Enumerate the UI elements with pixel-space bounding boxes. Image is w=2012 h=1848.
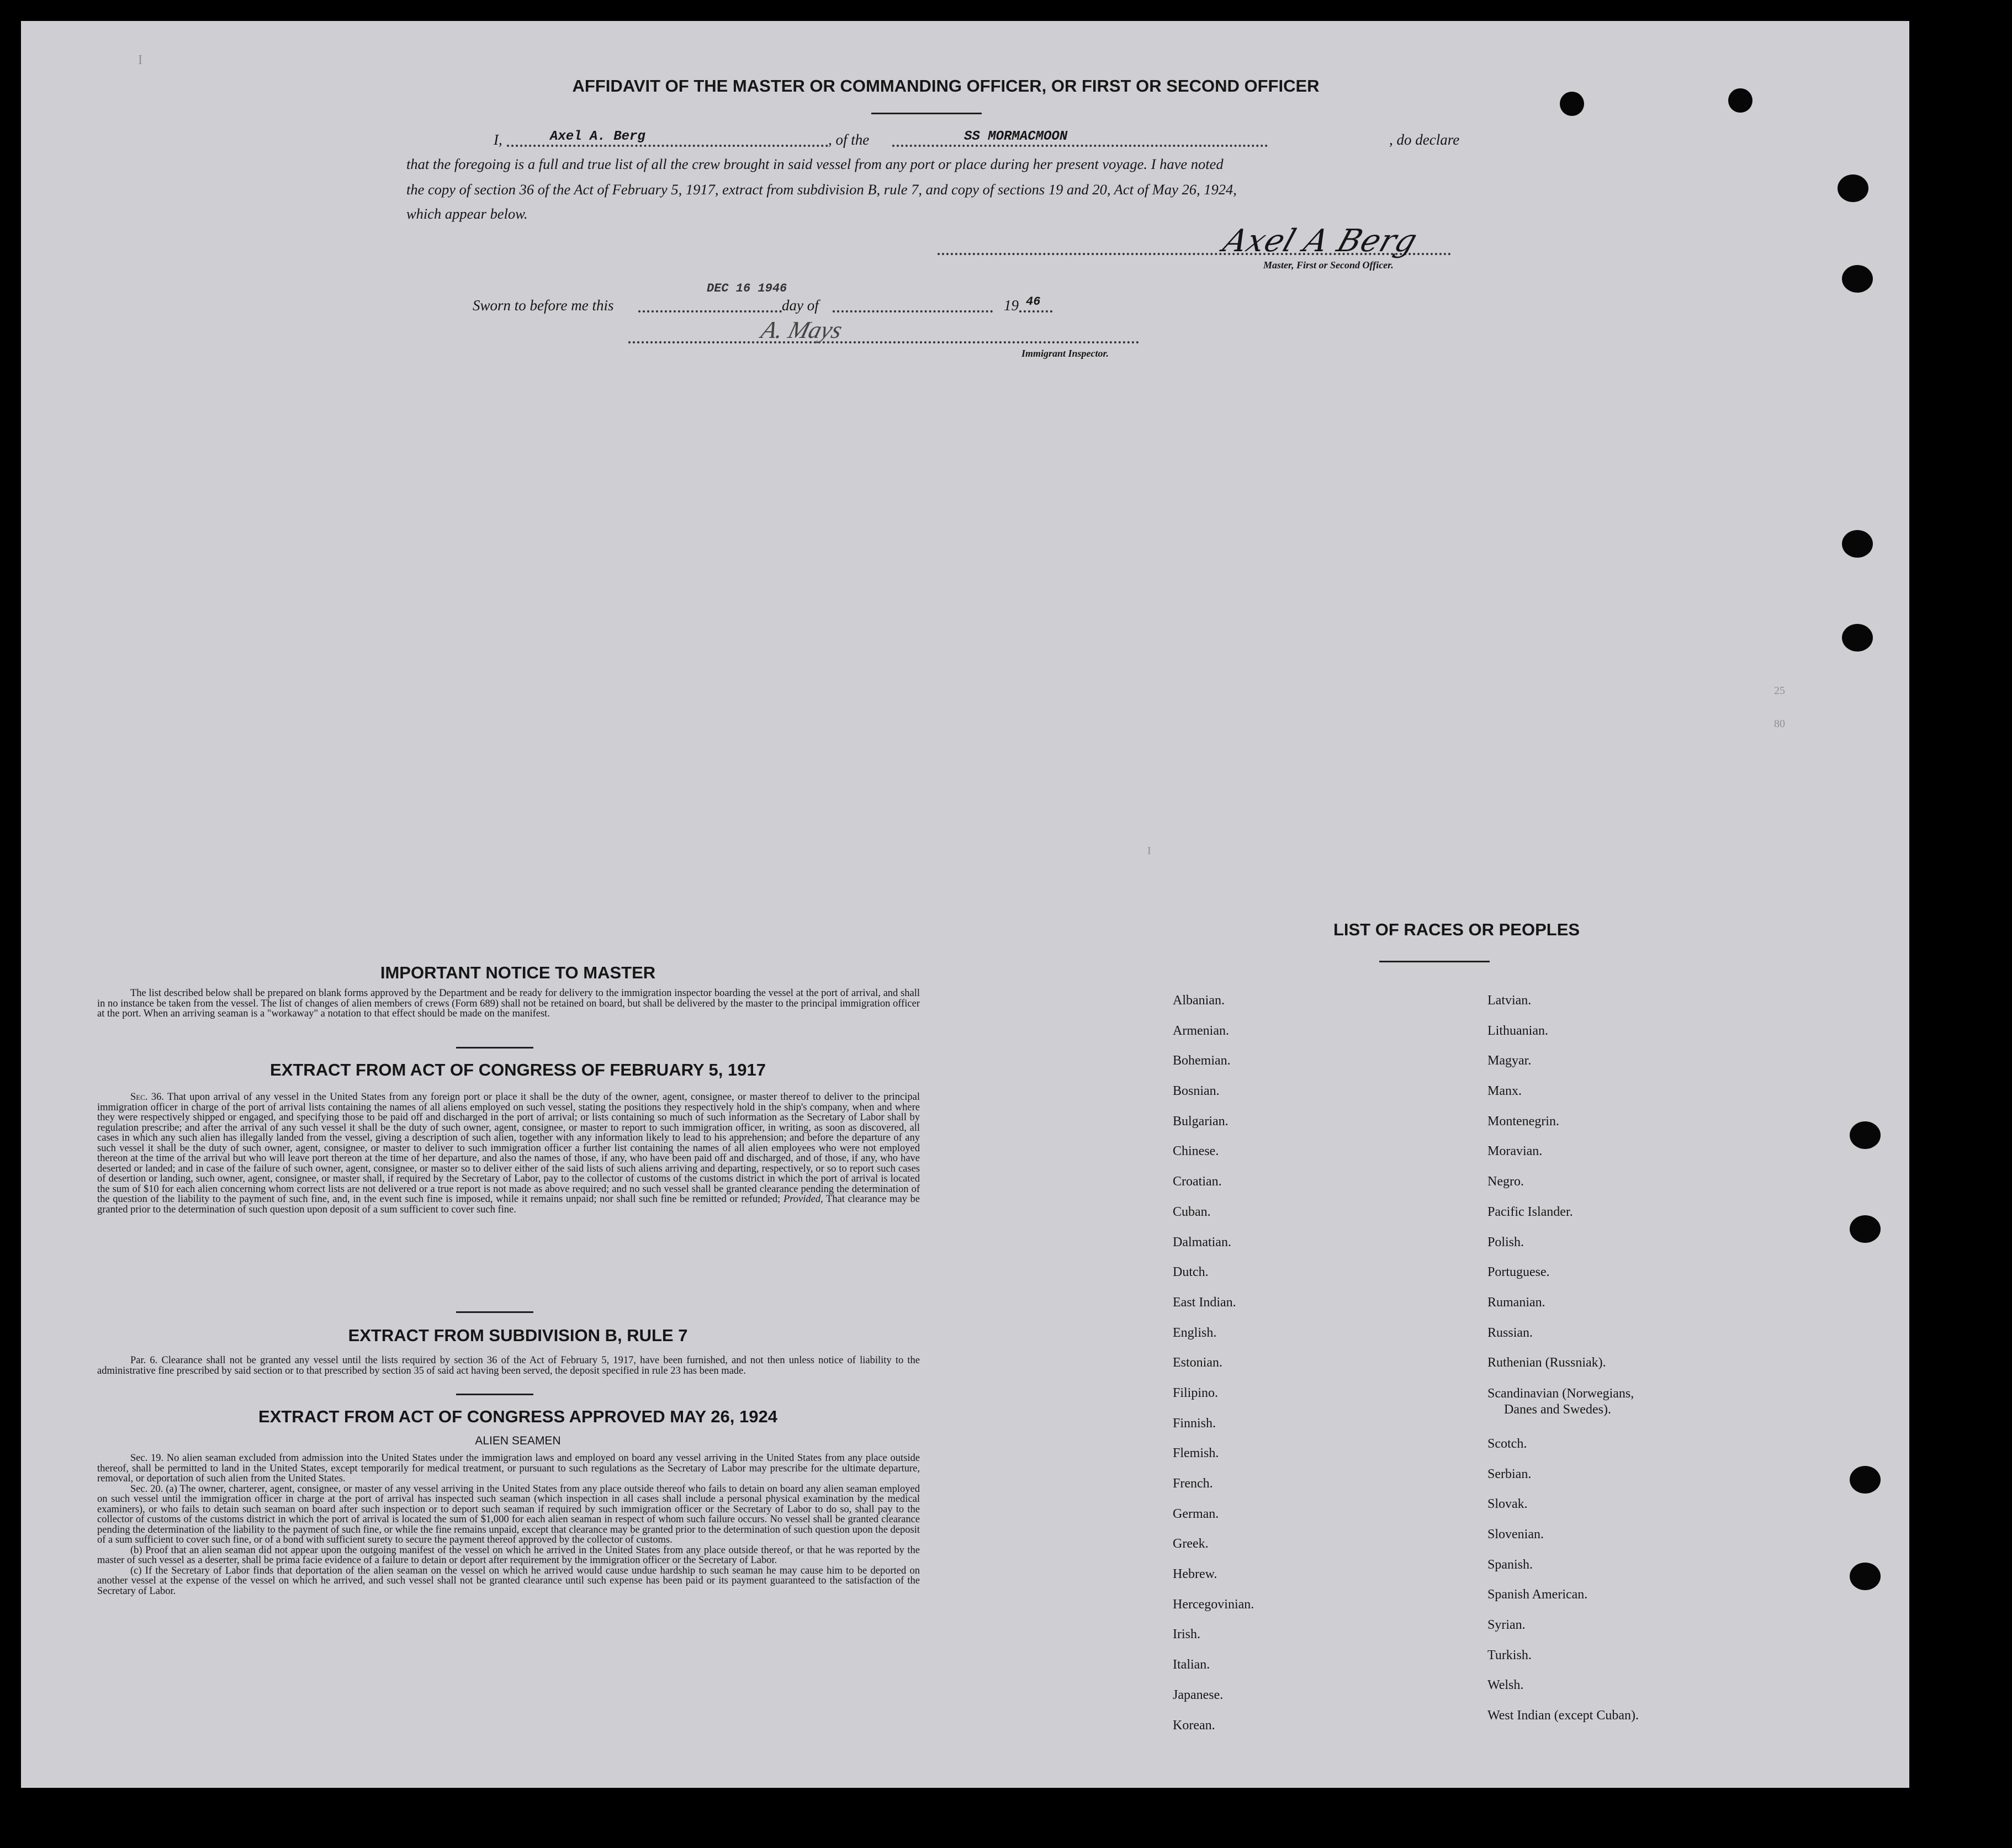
notice-title: IMPORTANT NOTICE TO MASTER xyxy=(380,963,656,982)
race-item: Pacific Islander. xyxy=(1487,1204,1573,1219)
race-item: German. xyxy=(1173,1506,1219,1521)
sec19-paragraph: Sec. 19. No alien seaman excluded from admission into the United States under the immigration laws and employed on board any vessel arriving in the United States from any place outside thereof, shall be permitted to land in the United States, except temporarily for medical treatment, or pursuant to such regulations as the Secretary of Labor may prescribe for the ultimate departure, removal, or deportation of such alien from the United States. xyxy=(97,1453,920,1484)
race-item: Italian. xyxy=(1173,1658,1210,1672)
declaration-line-3: the copy of section 36 of the Act of February 5, 1917, extract from subdivision B, rule 7, and copy of sections 19 and 20, Act of May 26, 1924, xyxy=(406,181,1237,198)
race-item: English. xyxy=(1173,1325,1217,1340)
sworn-line xyxy=(473,283,1190,316)
race-item: Scotch. xyxy=(1487,1436,1527,1451)
inspector-signature: A. Mays xyxy=(758,316,845,343)
race-item: Lithuanian. xyxy=(1487,1023,1548,1038)
race-item: Bulgarian. xyxy=(1173,1114,1229,1129)
punch-hole-icon xyxy=(1838,174,1868,202)
race-item: Negro. xyxy=(1487,1174,1524,1189)
extract-rule7-text xyxy=(97,1355,920,1376)
faint-mark: I xyxy=(1147,845,1151,857)
race-item: Polish. xyxy=(1487,1235,1524,1249)
sec36-text-end: That clearance may be granted prior to the determination of such question upon deposit of a sum sufficient to cover such fine. xyxy=(97,1194,920,1215)
extract-1924-title: EXTRACT FROM ACT OF CONGRESS APPROVED MAY 26, 1924 xyxy=(258,1407,777,1426)
race-item: Welsh. xyxy=(1487,1678,1524,1693)
title-rule xyxy=(871,113,982,114)
race-item: West Indian (except Cuban). xyxy=(1487,1708,1639,1723)
races-right-column xyxy=(1487,986,1819,1731)
race-item: Magyar. xyxy=(1487,1053,1532,1068)
race-item: Flemish. xyxy=(1173,1446,1219,1461)
race-item: Slovak. xyxy=(1487,1497,1528,1512)
punch-hole-icon xyxy=(1850,1121,1881,1149)
faint-mark: I xyxy=(138,53,142,67)
race-item: Syrian. xyxy=(1487,1618,1526,1633)
declaration-line-1 xyxy=(473,128,1473,150)
extract-1917-text xyxy=(97,1092,920,1215)
race-item: Spanish American. xyxy=(1487,1587,1588,1602)
race-item: Bosnian. xyxy=(1173,1084,1220,1099)
year-suffix: 46 xyxy=(1026,295,1041,309)
race-item: East Indian. xyxy=(1173,1295,1236,1310)
master-signature: Axel A Berg xyxy=(1219,223,1422,259)
race-item: Chinese. xyxy=(1173,1144,1219,1159)
declaration-line-2: that the foregoing is a full and true list of all the crew brought in said vessel from any port or place during her present voyage. I have noted xyxy=(406,156,1224,172)
race-item: Montenegrin. xyxy=(1487,1114,1559,1129)
race-item: Greek. xyxy=(1173,1537,1209,1552)
notice-text xyxy=(97,988,920,1019)
race-item: Bohemian. xyxy=(1173,1053,1231,1068)
race-item: Danes and Swedes). xyxy=(1504,1402,1611,1417)
race-item: Korean. xyxy=(1173,1718,1215,1733)
races-title: LIST OF RACES OR PEOPLES xyxy=(1333,920,1580,939)
faint-mark: 80 xyxy=(1774,718,1785,730)
sworn-label: Sworn to before me this xyxy=(473,297,614,314)
sec20b-paragraph: (b) Proof that an alien seaman did not appear upon the outgoing manifest of the vessel on which he arrived in the United States from any place outside thereof, or that he was reported by the master of such vessel as a deserter, shall be prima facie evidence of a failure to detain or deport after requirement by the immigration officer or the Secretary of Labor. xyxy=(97,1544,920,1566)
provided-label: Provided, xyxy=(783,1194,823,1205)
i-label: I, xyxy=(494,131,502,148)
punch-hole-icon xyxy=(1842,530,1873,558)
race-item: Estonian. xyxy=(1173,1355,1222,1370)
race-item: Moravian. xyxy=(1487,1144,1543,1159)
section-rule xyxy=(456,1394,533,1395)
section-rule xyxy=(456,1311,533,1313)
race-item: Armenian. xyxy=(1173,1023,1229,1038)
race-item: Ruthenian (Russniak). xyxy=(1487,1355,1606,1370)
punch-hole-icon xyxy=(1842,624,1873,652)
race-item: Japanese. xyxy=(1173,1687,1224,1702)
race-item: Serbian. xyxy=(1487,1466,1532,1481)
faint-mark: 25 xyxy=(1774,685,1785,697)
inspector-signature-line xyxy=(628,341,1139,343)
document-page xyxy=(21,21,1909,1788)
inspector-caption: Immigrant Inspector. xyxy=(1021,348,1109,359)
race-item: Filipino. xyxy=(1173,1385,1219,1400)
vessel-name: SS MORMACMOON xyxy=(964,129,1068,144)
race-item: Latvian. xyxy=(1487,993,1532,1008)
punch-hole-icon xyxy=(1728,88,1752,113)
extract-1924-subtitle: ALIEN SEAMEN xyxy=(475,1434,561,1447)
sec36-label: Sec. 36. xyxy=(130,1092,164,1103)
punch-hole-icon xyxy=(1842,265,1873,293)
race-item: Spanish. xyxy=(1487,1557,1533,1572)
race-item: Croatian. xyxy=(1173,1174,1222,1189)
sec20c-paragraph: (c) If the Secretary of Labor finds that deportation of the alien seaman on the vessel on which he arrived would cause undue hardship to such seaman he may cause him to be deported on another vessel at the expense of the vessel on which he arrived, and such vessel shall not be granted clearance until such expense has been paid or its payment guaranteed to the satisfaction of the Secretary of Labor. xyxy=(97,1565,920,1597)
race-item: Cuban. xyxy=(1173,1204,1211,1219)
races-title-rule xyxy=(1379,961,1490,962)
sworn-stamp: DEC 16 1946 xyxy=(707,282,787,295)
day-of-label: day of xyxy=(782,297,819,314)
race-item: French. xyxy=(1173,1476,1213,1491)
do-declare-label: , do declare xyxy=(1389,131,1460,148)
race-item: Hercegovinian. xyxy=(1173,1597,1254,1612)
race-item: Hebrew. xyxy=(1173,1567,1217,1582)
year-prefix: 19 xyxy=(1004,297,1019,314)
race-item: Manx. xyxy=(1487,1084,1522,1099)
sec36-paragraph xyxy=(97,1092,920,1215)
race-item: Scandinavian (Norwegians, xyxy=(1487,1386,1634,1401)
race-item: Dalmatian. xyxy=(1173,1235,1231,1249)
race-item: Albanian. xyxy=(1173,993,1225,1008)
extract-1917-title: EXTRACT FROM ACT OF CONGRESS OF FEBRUARY 5, 1917 xyxy=(270,1060,766,1079)
punch-hole-icon xyxy=(1850,1466,1881,1494)
race-item: Turkish. xyxy=(1487,1648,1532,1662)
signature-caption: Master, First or Second Officer. xyxy=(1263,260,1394,271)
races-left-column xyxy=(1173,986,1460,1740)
notice-paragraph: The list described below shall be prepared on blank forms approved by the Department and be ready for delivery to the immigration inspector boarding the vessel at the port of arrival, and shall in no instance be taken from the vessel. The list of changes of alien members of crews (Form 689) shall not be retained on board, but shall be delivered by the master to the principal immigration officer at the port. When an arriving seaman is a "workaway" a notation to that effect should be made on the manifest. xyxy=(97,988,920,1019)
section-rule xyxy=(456,1047,533,1049)
sec20a-paragraph: Sec. 20. (a) The owner, charterer, agent, consignee, or master of any vessel arriving in the United States from any place outside thereof who fails to detain on board any alien seaman employed on such vessel until the immigration officer in charge at the port of arrival has inspected such seaman (which inspection in all cases shall include a personal physical examination by the medical examiners), or who fails to detain such seaman on board after such inspection or to deport such seaman if required by such immigration officer or the Secretary of Labor to do so, shall pay to the collector of customs of the customs district in which the port of arrival is located the sum of $1,000 for each alien seaman in respect of whom such failure occurs. No vessel shall be granted clearance pending the determination of the liability to the payment of such fine, or while the fine remains unpaid, except that clearance may be granted prior to the determination of such question upon the deposit of a sum sufficient to cover such fine, or of a bond with sufficient surety to secure the payment thereof approved by the collector of customs. xyxy=(97,1483,920,1545)
race-item: Dutch. xyxy=(1173,1265,1209,1280)
race-item: Slovenian. xyxy=(1487,1527,1544,1542)
month-fill-line xyxy=(833,310,993,313)
punch-hole-icon xyxy=(1850,1215,1881,1243)
par6-paragraph: Par. 6. Clearance shall not be granted any vessel until the lists required by section 36 of the Act of February 5, 1917, have been furnished, and not then unless notice of liability to the administrative fine prescribed by said section or to that prescribed by section 35 of said act having been served, the deposit specified in rule 23 has been made. xyxy=(97,1355,920,1376)
sec36-text: That upon arrival of any vessel in the United States from any foreign port or place it shall be the duty of the owner, agent, consignee, or master thereof to deliver to the principal immigration officer in charge of the port of arrival lists containing the names of all aliens employed on such vessel, stating the positions they respectively hold in the ship's company, when and where they were respectively shipped or engaged, and specifying those to be paid off and discharged in the port of arrival; or lists containing so much of such information as the Secretary of Labor shall by regulation prescribe; and after the arrival of any such vessel it shall be the duty of such owner, agent, consignee, or master to report to such immigration officer, in writing, as soon as discovered, all cases in which any such alien has illegally landed from the vessel, giving a description of such alien, together with any information likely to lead to his apprehension; and before the departure of any such vessel it shall be the duty of such owner, agent, consignee, or master to deliver to such immigration officer a further list containing the names of all alien employees who were not employed thereon at the time of the arrival but who will leave port thereon at the time of her departure, and also the names of those, if any, who have been paid off and discharged, and of those, if any, who have deserted or landed; and in case of the failure of such owner, agent, consignee, or master so to deliver either of the said lists of such aliens arriving and departing, respectively, or so to report such cases of desertion or landing, such owner, agent, consignee, or master shall, if required by the Secretary of Labor, pay to the collector of customs of the customs district in which the port of arrival is located the sum of $10 for each alien concerning whom correct lists are not delivered or a true report is not made as above required; and no such vessel shall be granted clearance pending the determination of the question of the liability to the payment of such fine, and, in the event such fine is imposed, while it remains unpaid; nor shall such fine be remitted or refunded; xyxy=(97,1092,920,1205)
race-item: Finnish. xyxy=(1173,1416,1216,1431)
date-fill-line xyxy=(638,310,782,313)
race-item: Russian. xyxy=(1487,1325,1533,1340)
affidavit-title: AFFIDAVIT OF THE MASTER OR COMMANDING OFFICER, OR FIRST OR SECOND OFFICER xyxy=(572,76,1320,96)
name-fill-line xyxy=(507,145,828,147)
punch-hole-icon xyxy=(1850,1563,1881,1590)
race-item: Portuguese. xyxy=(1487,1265,1550,1280)
vessel-fill-line xyxy=(892,145,1268,147)
race-item: Rumanian. xyxy=(1487,1295,1545,1310)
of-the-label: , of the xyxy=(828,131,870,148)
declaration-line-4: which appear below. xyxy=(406,205,528,222)
extract-rule7-title: EXTRACT FROM SUBDIVISION B, RULE 7 xyxy=(348,1326,688,1345)
extract-1924-text xyxy=(97,1453,920,1596)
year-fill-line xyxy=(1019,310,1052,313)
officer-name: Axel A. Berg xyxy=(550,129,645,144)
race-item: Irish. xyxy=(1173,1627,1200,1642)
